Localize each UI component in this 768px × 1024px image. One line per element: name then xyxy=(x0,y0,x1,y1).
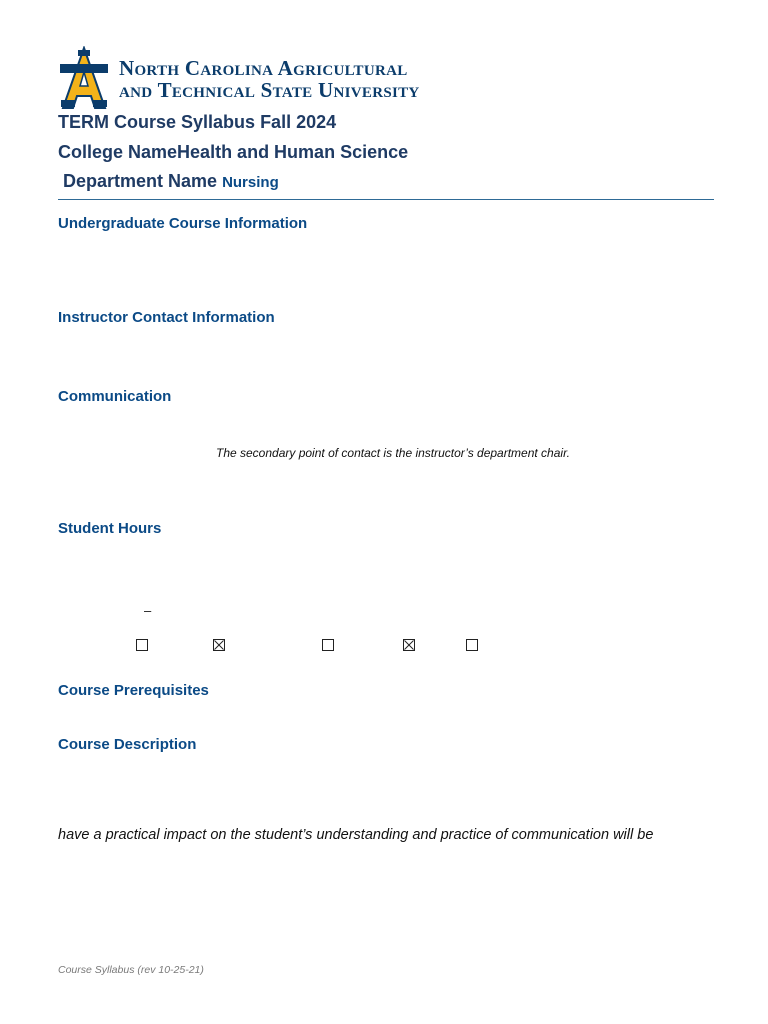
department-label: Department Name xyxy=(63,171,218,191)
checkbox-3[interactable] xyxy=(322,639,334,651)
section-course-prerequisites: Course Prerequisites xyxy=(58,682,209,699)
college-line xyxy=(58,142,408,163)
university-logo-icon xyxy=(58,46,110,110)
college-value: Health and Human Science xyxy=(177,142,409,162)
term-label: TERM xyxy=(58,112,109,132)
university-name-line1: North Carolina Agricultural xyxy=(119,56,408,80)
checkbox-1[interactable] xyxy=(136,639,148,651)
department-value: Nursing xyxy=(222,174,279,191)
section-student-hours: Student Hours xyxy=(58,520,162,537)
checkbox-5[interactable] xyxy=(466,639,478,651)
college-label: College Name xyxy=(58,142,178,162)
checkbox-x-icon xyxy=(214,640,224,650)
student-hours-dash: – xyxy=(144,603,152,618)
section-instructor-contact-information: Instructor Contact Information xyxy=(58,309,275,326)
checkbox-2[interactable] xyxy=(213,639,225,651)
checkbox-4[interactable] xyxy=(403,639,415,651)
section-communication: Communication xyxy=(58,388,172,405)
university-name-line2: and Technical State University xyxy=(119,78,420,102)
section-undergraduate-course-information: Undergraduate Course Information xyxy=(58,215,308,232)
section-course-description: Course Description xyxy=(58,736,197,753)
communication-note: The secondary point of contact is the instructor’s department chair. xyxy=(216,446,570,460)
term-value: Course Syllabus Fall 2024 xyxy=(114,112,337,132)
footer-revision: Course Syllabus (rev 10-25-21) xyxy=(58,964,204,976)
course-description-text: have a practical impact on the student’s understanding and practice of communication will be xyxy=(58,827,654,843)
header-divider xyxy=(58,199,714,200)
checkbox-x-icon xyxy=(404,640,414,650)
term-line xyxy=(58,112,336,133)
department-line xyxy=(63,171,279,192)
